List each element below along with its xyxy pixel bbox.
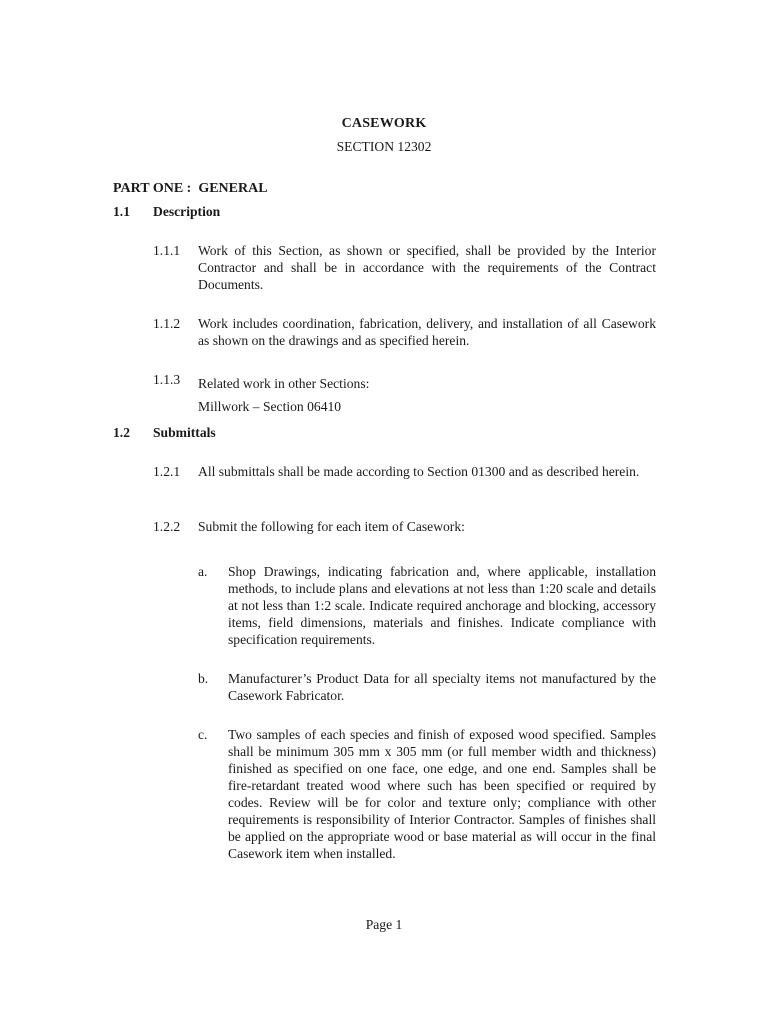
section-heading-description bbox=[113, 203, 220, 220]
paragraph-text: All submittals shall be made according to Section 01300 and as described herein. bbox=[198, 464, 640, 479]
paragraph-1-2-1 bbox=[153, 463, 656, 480]
section-number: SECTION 12302 bbox=[336, 139, 432, 154]
paragraph-1-2-2 bbox=[153, 518, 656, 535]
part-heading: PART ONE : GENERAL bbox=[113, 181, 268, 196]
subitem-text: Shop Drawings, indicating fabrication and, where applicable, installation methods, to include plans and elevations at not less than 1:20 scale and details at not less than 1:2 scale. Indicate required anchorage and blocking, accessory items, field dimensions, materials and finishes. Indicate compliance with specification requirements. bbox=[228, 564, 656, 647]
paragraph-1-1-3 bbox=[153, 371, 656, 392]
subitem-letter: a. bbox=[198, 564, 208, 579]
paragraph-text: Related work in other Sections: bbox=[198, 376, 370, 391]
subitem-text: Two samples of each species and finish of exposed wood specified. Samples shall be minimum 305 mm x 305 mm (or full member width and thickness) finished as specified on one face, one edge, and one end. Samples shall be fire-retardant treated wood where such has been specified or required by codes. Review will be for color and texture only; compliance with other requirements is responsibility of Interior Contractor. Samples of finishes shall be applied on the appropriate wood or base material as will occur in the final Casework item when installed. bbox=[228, 727, 656, 861]
section-heading-label: Submittals bbox=[153, 425, 216, 440]
section-heading-number: 1.1 bbox=[113, 204, 130, 219]
paragraph-1-1-1 bbox=[153, 242, 656, 293]
subitem-b bbox=[198, 670, 656, 704]
paragraph-text: Work of this Section, as shown or specified, shall be provided by the Interior Contractor and shall be in accordance with the requirements of the Contract Documents. bbox=[198, 243, 656, 292]
paragraph-1-1-2 bbox=[153, 315, 656, 349]
subitem-c bbox=[198, 726, 656, 862]
section-heading-submittals bbox=[113, 424, 216, 441]
paragraph-number: 1.1.3 bbox=[153, 372, 181, 387]
subitem-a bbox=[198, 563, 656, 648]
paragraph-text: Work includes coordination, fabrication, delivery, and installation of all Casework as shown on the drawings and as specified herein. bbox=[198, 316, 656, 348]
paragraph-number: 1.2.2 bbox=[153, 519, 181, 534]
section-heading-number: 1.2 bbox=[113, 425, 130, 440]
page-number: Page 1 bbox=[365, 917, 403, 932]
subitem-letter: b. bbox=[198, 671, 209, 686]
subitem-letter: c. bbox=[198, 727, 208, 742]
paragraph-text: Submit the following for each item of Casework: bbox=[198, 519, 465, 534]
related-section-reference: Millwork – Section 06410 bbox=[198, 399, 342, 414]
document-title: CASEWORK bbox=[341, 116, 427, 131]
section-heading-label: Description bbox=[153, 204, 221, 219]
paragraph-number: 1.1.1 bbox=[153, 243, 181, 258]
subitem-text: Manufacturer’s Product Data for all specialty items not manufactured by the Casework Fabricator. bbox=[228, 671, 656, 703]
paragraph-number: 1.1.2 bbox=[153, 316, 181, 331]
paragraph-number: 1.2.1 bbox=[153, 464, 181, 479]
